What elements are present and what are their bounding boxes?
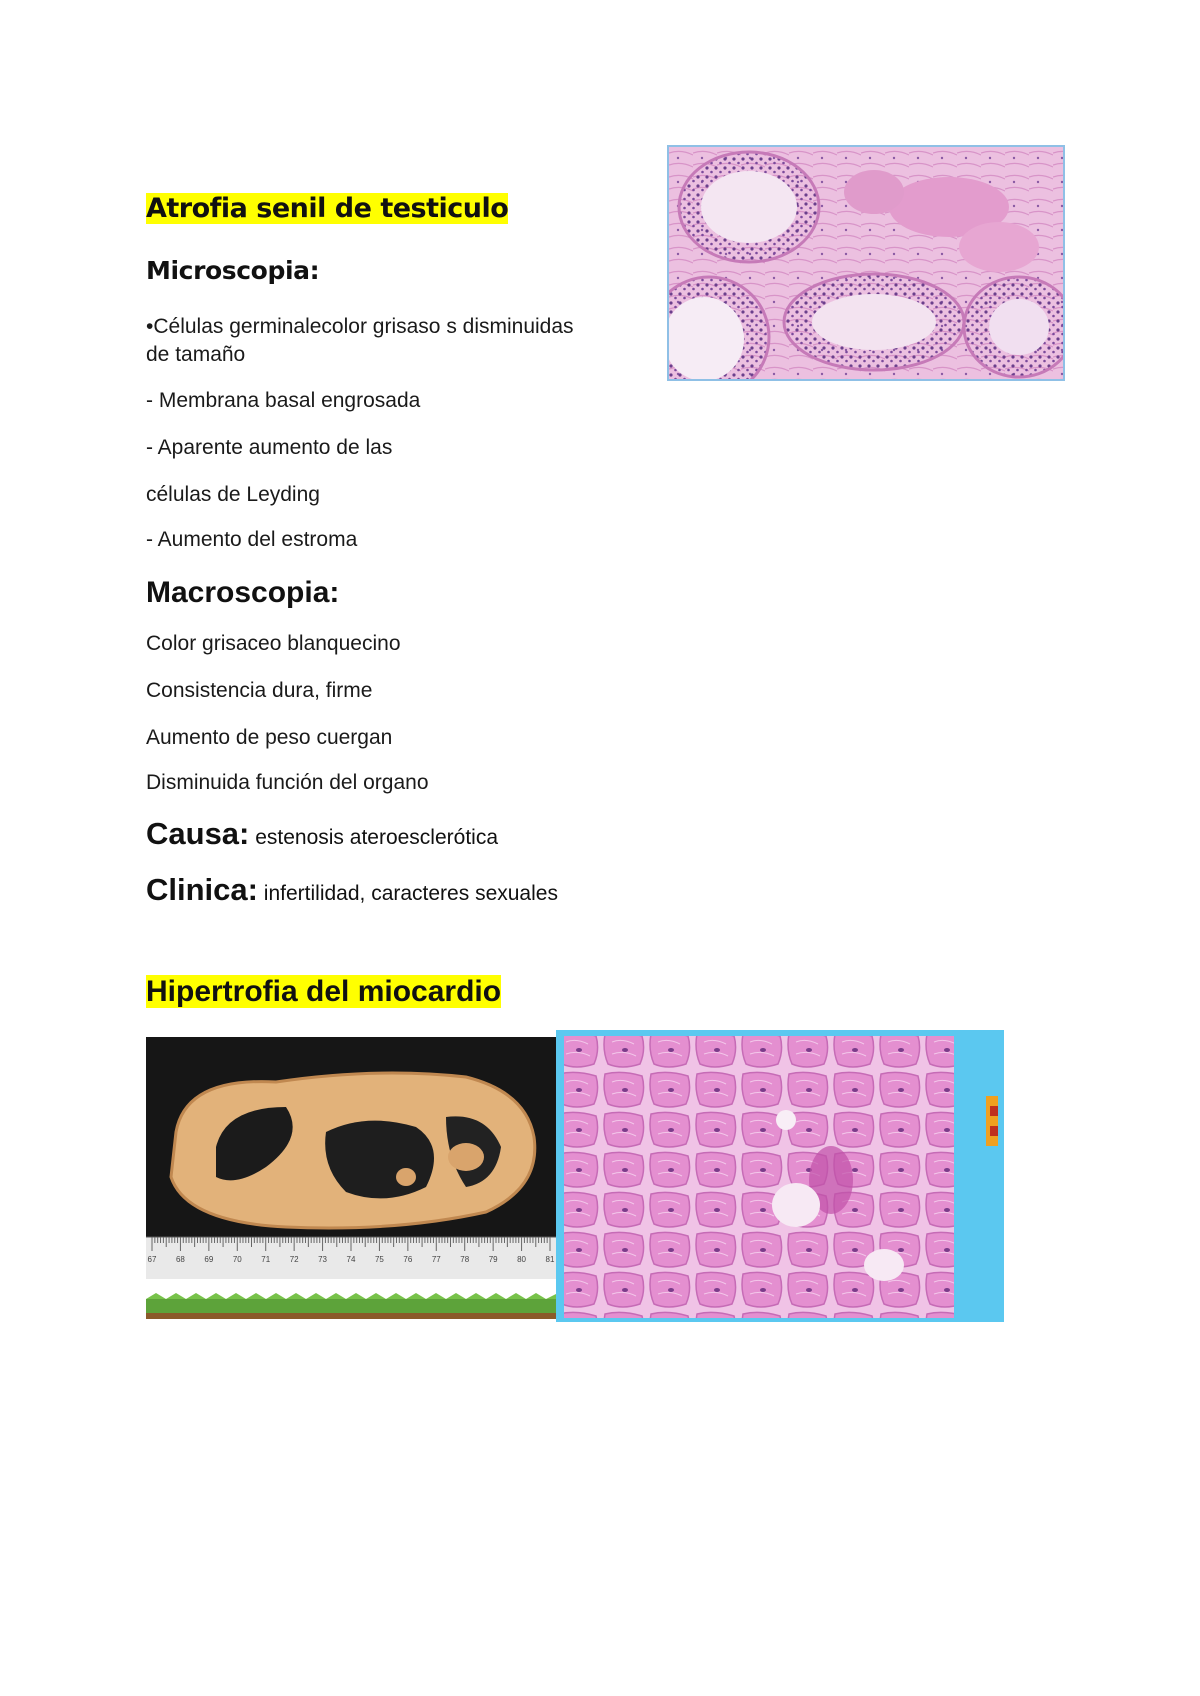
ruler-label: 74 (346, 1255, 356, 1264)
macro-line-4: Disminuida función del organo (146, 771, 429, 794)
causa-text: estenosis ateroesclerótica (249, 826, 499, 849)
clinica-text: infertilidad, caracteres sexuales (257, 882, 558, 905)
ruler-label: 75 (374, 1255, 384, 1264)
ruler-label: 70 (232, 1255, 242, 1264)
micro-line-4: células de Leyding (146, 483, 320, 506)
ruler-label: 68 (175, 1255, 185, 1264)
ruler-label: 80 (517, 1255, 527, 1264)
ruler-label: 69 (204, 1255, 214, 1264)
causa-line (146, 816, 498, 852)
ruler-label: 81 (545, 1255, 555, 1264)
micro-line-1: •Células germinalecolor grisaso s disminuidas (146, 315, 574, 338)
causa-label: Causa: (146, 816, 250, 851)
macro-line-3: Aumento de peso cuergan (146, 726, 393, 749)
microscopia-heading: Microscopia: (146, 256, 320, 285)
testis-histology-image (667, 145, 1065, 381)
myocardium-micrograph (556, 1030, 1004, 1322)
ruler-label: 73 (318, 1255, 328, 1264)
section-title-atrofia: Atrofia senil de testiculo (146, 193, 509, 224)
micro-line-1b: de tamaño (146, 343, 246, 366)
ruler-label: 79 (488, 1255, 498, 1264)
myocardium-histology-image (556, 1030, 1004, 1322)
heart-gross-specimen (146, 1037, 558, 1319)
macroscopia-heading: Macroscopia: (146, 576, 340, 609)
ruler-label: 78 (460, 1255, 470, 1264)
micro-line-5: - Aumento del estroma (146, 528, 358, 551)
macro-line-1: Color grisaceo blanquecino (146, 632, 401, 655)
micro-line-2: - Membrana basal engrosada (146, 389, 421, 412)
section-title-hipertrofia: Hipertrofia del miocardio (146, 975, 502, 1008)
ruler-label: 72 (289, 1255, 299, 1264)
ruler-label: 71 (261, 1255, 271, 1264)
ruler-label: 76 (403, 1255, 413, 1264)
clinica-label: Clinica: (146, 872, 258, 907)
clinica-line (146, 872, 558, 908)
micro-line-3: - Aparente aumento de las (146, 436, 393, 459)
macro-line-2: Consistencia dura, firme (146, 679, 373, 702)
ruler-label: 67 (147, 1255, 157, 1264)
ruler-label: 77 (431, 1255, 441, 1264)
testis-histology-micrograph (669, 147, 1063, 379)
heart-cross-section-image (146, 1037, 558, 1319)
